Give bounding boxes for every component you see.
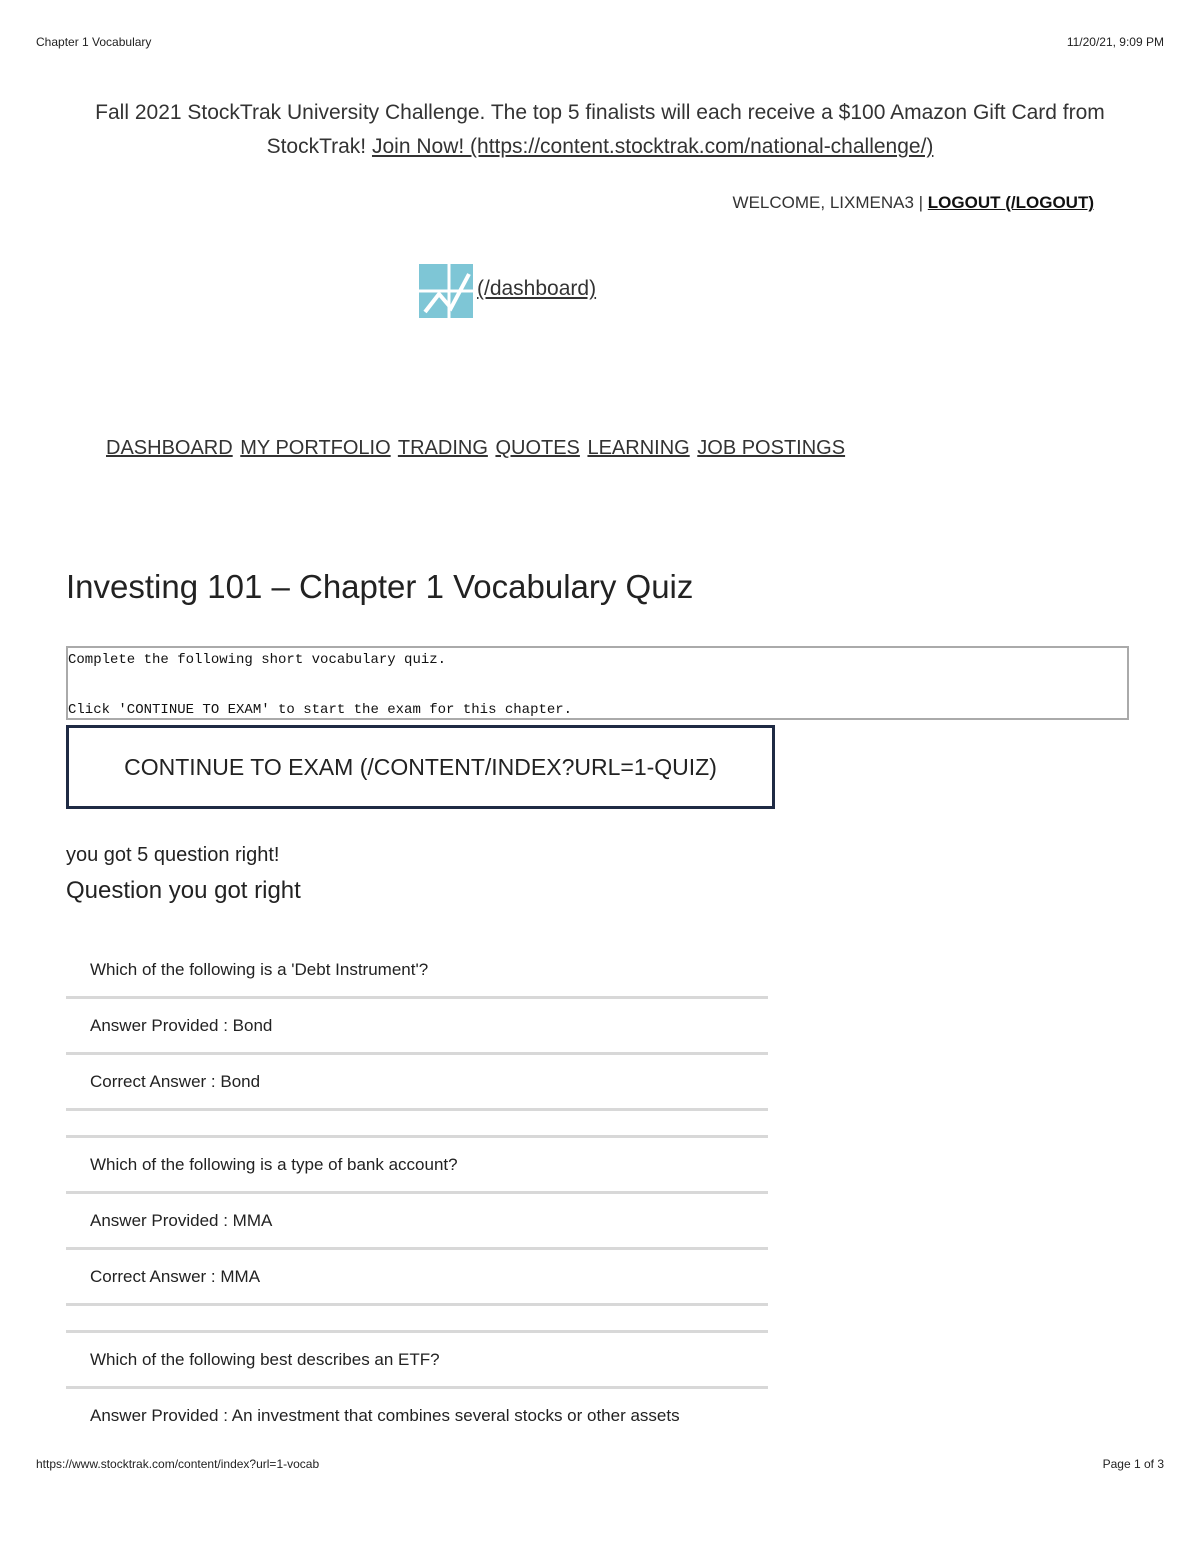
answer-provided: Answer Provided : An investment that combines several stocks or other assets <box>90 1405 680 1425</box>
instructions-line-1: Complete the following short vocabulary quiz. <box>68 652 447 668</box>
promo-banner <box>60 96 1140 164</box>
score-text: you got 5 question right! <box>66 844 280 866</box>
question-text: Which of the following is a type of bank account? <box>66 1138 768 1194</box>
welcome-bar <box>733 193 1094 213</box>
print-header <box>36 35 1164 49</box>
nav-job-postings[interactable]: JOB POSTINGS <box>697 437 846 459</box>
nav-quotes[interactable]: QUOTES <box>495 437 580 459</box>
section-title: Question you got right <box>66 877 301 904</box>
instructions-box <box>66 646 1129 720</box>
join-now-link[interactable]: Join Now! (https://content.stocktrak.com/national-challenge/) <box>371 135 934 158</box>
answer-provided: Answer Provided : MMA <box>66 1194 768 1250</box>
questions-list <box>66 943 768 1442</box>
nav-my-portfolio[interactable]: MY PORTFOLIO <box>240 437 391 459</box>
question-separator <box>66 1306 768 1333</box>
page-title: Investing 101 – Chapter 1 Vocabulary Quiz <box>66 568 694 605</box>
stocktrak-logo-icon[interactable] <box>419 264 473 318</box>
logo-area <box>419 264 596 318</box>
dashboard-logo-link[interactable]: (/dashboard) <box>477 277 597 300</box>
answer-provided: Answer Provided : Bond <box>66 999 768 1055</box>
nav-dashboard[interactable]: DASHBOARD <box>106 437 233 459</box>
question-text: Which of the following is a 'Debt Instrument'? <box>66 943 768 999</box>
print-page-title: Chapter 1 Vocabulary <box>36 35 152 49</box>
main-nav <box>106 437 847 460</box>
print-datetime: 11/20/21, 9:09 PM <box>1066 35 1164 49</box>
print-page-number: Page 1 of 3 <box>1102 1457 1164 1471</box>
print-footer <box>36 1457 1164 1471</box>
instructions-line-2: Click 'CONTINUE TO EXAM' to start the exam for this chapter. <box>68 702 573 718</box>
question-separator <box>66 1111 768 1138</box>
correct-answer: Correct Answer : MMA <box>66 1250 768 1306</box>
welcome-text: WELCOME, LIXMENA3 | <box>732 193 924 212</box>
nav-trading[interactable]: TRADING <box>397 437 488 459</box>
continue-to-exam-button[interactable]: CONTINUE TO EXAM (/CONTENT/INDEX?URL=1-QUIZ) <box>66 725 775 809</box>
nav-learning[interactable]: LEARNING <box>587 437 690 459</box>
question-text: Which of the following best describes an ETF? <box>66 1333 768 1389</box>
print-url: https://www.stocktrak.com/content/index?url=1-vocab <box>36 1457 320 1471</box>
correct-answer: Correct Answer : Bond <box>66 1055 768 1111</box>
logout-link[interactable]: LOGOUT (/LOGOUT) <box>927 193 1094 212</box>
promo-text: Fall 2021 StockTrak University Challenge. The top 5 finalists will each receive a $100 Amazon Gift Card from StockTrak! <box>95 101 1105 158</box>
